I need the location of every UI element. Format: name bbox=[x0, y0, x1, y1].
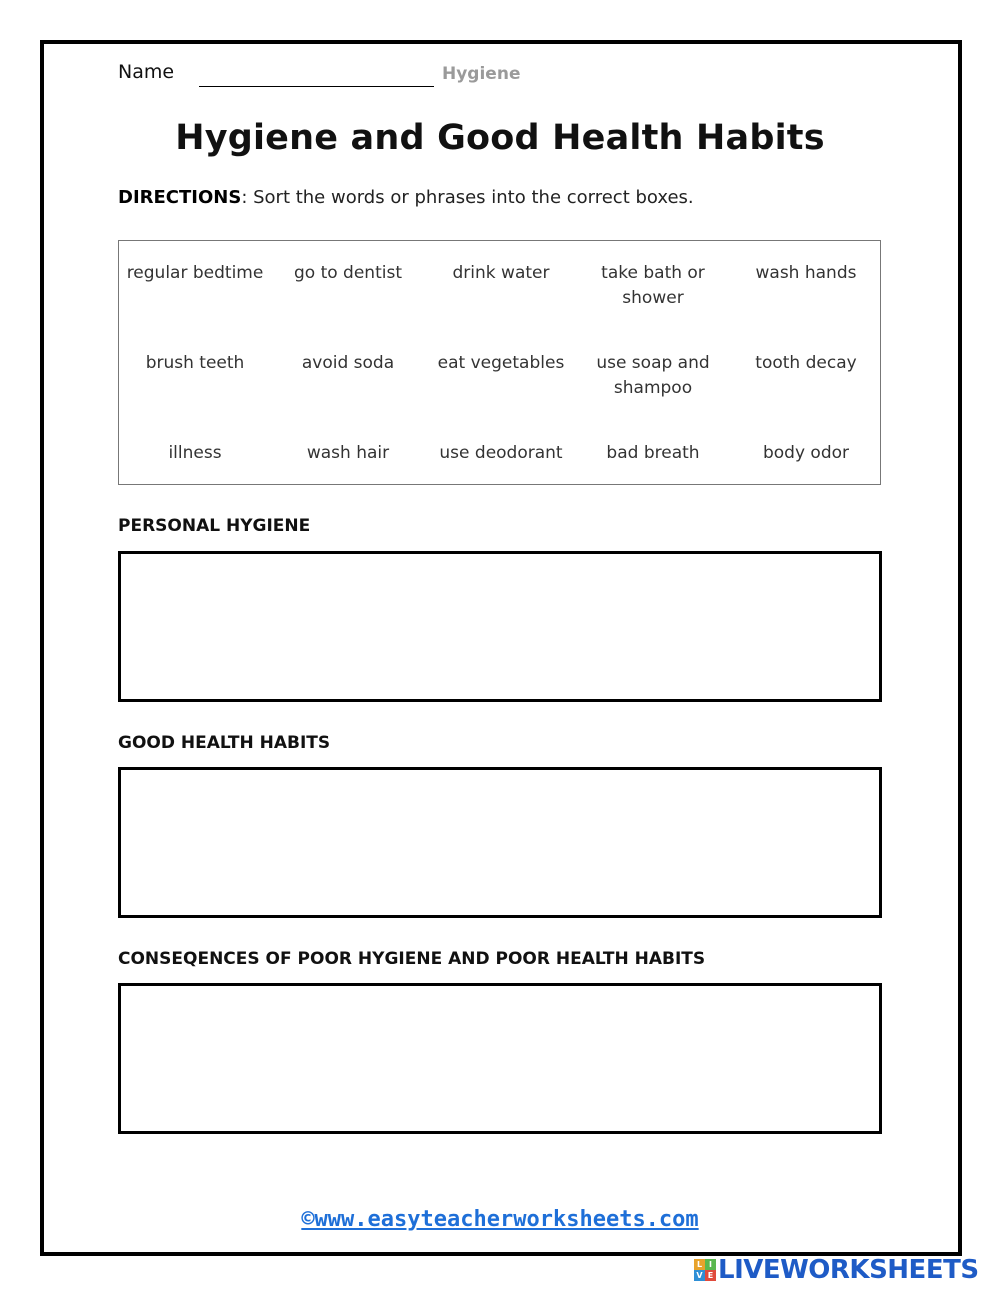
drop-box-consequences[interactable] bbox=[118, 983, 882, 1134]
drop-box-good-health-habits[interactable] bbox=[118, 767, 882, 918]
word-item[interactable]: illness bbox=[168, 443, 222, 463]
word-item[interactable]: use soap and shampoo bbox=[596, 353, 710, 398]
word-item[interactable]: take bath or shower bbox=[601, 263, 705, 308]
word-item[interactable]: avoid soda bbox=[301, 353, 395, 373]
liveworksheets-logo-text: LIVEWORKSHEETS bbox=[718, 1255, 979, 1285]
word-item[interactable]: bad breath bbox=[606, 443, 700, 463]
directions-text: : Sort the words or phrases into the correct boxes. bbox=[241, 187, 694, 208]
word-item[interactable]: brush teeth bbox=[145, 353, 245, 373]
word-item[interactable]: tooth decay bbox=[755, 353, 857, 373]
logo-icon-tile: I bbox=[705, 1259, 716, 1270]
word-bank bbox=[118, 240, 881, 485]
word-item[interactable]: eat vegetables bbox=[437, 353, 565, 373]
word-item[interactable]: drink water bbox=[452, 263, 550, 283]
section-heading-consequences: CONSEQENCES OF POOR HYGIENE AND POOR HEALTH HABITS bbox=[118, 949, 706, 969]
topic-label: Hygiene bbox=[442, 64, 521, 84]
logo-icon-tile: L bbox=[694, 1259, 705, 1270]
liveworksheets-logo[interactable] bbox=[694, 1256, 979, 1284]
word-item[interactable]: body odor bbox=[762, 443, 850, 463]
word-item[interactable]: use deodorant bbox=[439, 443, 563, 463]
word-item[interactable]: wash hair bbox=[306, 443, 390, 463]
copyright-link[interactable]: ©www.easyteacherworksheets.com bbox=[301, 1207, 699, 1232]
worksheet-title: Hygiene and Good Health Habits bbox=[175, 118, 825, 158]
directions-label: DIRECTIONS bbox=[118, 187, 242, 208]
word-item[interactable]: regular bedtime bbox=[126, 263, 264, 283]
section-heading-personal-hygiene: PERSONAL HYGIENE bbox=[118, 516, 311, 536]
word-item[interactable]: go to dentist bbox=[293, 263, 402, 283]
section-heading-good-health-habits: GOOD HEALTH HABITS bbox=[118, 733, 331, 753]
liveworksheets-logo-icon bbox=[694, 1259, 716, 1281]
name-input-line[interactable] bbox=[199, 86, 434, 87]
logo-icon-tile: E bbox=[705, 1270, 716, 1281]
directions bbox=[118, 187, 694, 208]
drop-box-personal-hygiene[interactable] bbox=[118, 551, 882, 702]
word-item[interactable]: wash hands bbox=[755, 263, 857, 283]
logo-icon-tile: V bbox=[694, 1270, 705, 1281]
name-label: Name bbox=[118, 61, 175, 83]
